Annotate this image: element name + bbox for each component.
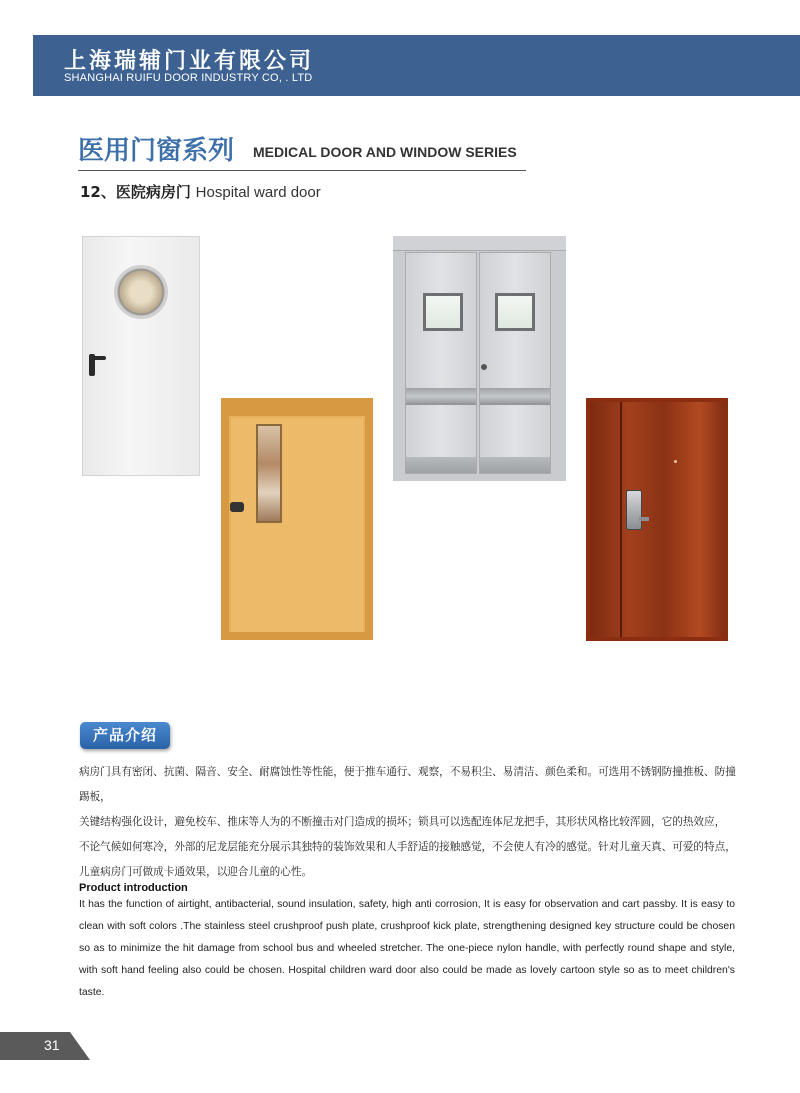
- door-handle: [89, 354, 95, 376]
- company-name-cn: 上海瑞辅门业有限公司: [64, 49, 315, 74]
- door-frame-right: [365, 398, 373, 640]
- product-name-cn: 医院病房门: [115, 183, 191, 201]
- yellow-ward-door-image: [221, 398, 373, 640]
- wood-ward-door-image: [586, 398, 728, 641]
- door-leaf-right: [479, 252, 551, 474]
- product-number: 12、: [80, 183, 116, 201]
- door-frame: [393, 236, 566, 251]
- title-divider: [78, 170, 526, 171]
- door-viewer: [674, 460, 677, 463]
- page-number: 31: [44, 1037, 60, 1053]
- electronic-lock: [626, 490, 642, 530]
- intro-line-cn: 儿童病房门可做成卡通效果，以迎合儿童的心性。: [79, 866, 313, 878]
- square-window: [423, 293, 463, 331]
- intro-text-en: It has the function of airtight, antibacterial, sound insulation, safety, high anti corrosion, It is easy for observation and cart passby. It is easy to clean with soft colors .The stainless steel crushproof push plate, crushproof kick plate, strengthening designed key structure could be chosen so as to minimize the hit damage from school bus and wheeled stretcher. The one-piece nylon handle, with perfectly round shape and style, with soft hand feeling also could be chosen. Hospital children ward door also could be made as lovely cartoon style so as to meet children's taste.: [79, 899, 735, 998]
- company-name-en: SHANGHAI RUIFU DOOR INDUSTRY CO, . LTD: [64, 72, 313, 84]
- round-window: [116, 267, 166, 317]
- intro-text-cn: [79, 760, 739, 885]
- intro-line-cn: 病房门具有密闭、抗菌、隔音、安全、耐腐蚀性等性能，便于推车通行、观察，不易积尘、易清洁、颜色柔和。可选用不锈钢防撞推板、防撞踢板，: [79, 766, 736, 803]
- product-intro-tag: 产品介绍: [80, 722, 170, 749]
- door-frame-left: [221, 398, 229, 640]
- series-title-en: MEDICAL DOOR AND WINDOW SERIES: [253, 144, 517, 160]
- product-name-en: Hospital ward door: [195, 184, 321, 201]
- door-leaf-left: [405, 252, 477, 474]
- door-frame: [221, 398, 373, 416]
- kick-plate: [406, 457, 476, 473]
- series-title-cn: 医用门窗系列: [78, 136, 235, 166]
- square-window: [495, 293, 535, 331]
- door-handle: [481, 364, 487, 370]
- grey-double-ward-door-image: [393, 236, 566, 481]
- door-threshold: [221, 632, 373, 640]
- door-leaf: [231, 418, 363, 632]
- product-subtitle: [80, 181, 321, 202]
- door-handle: [230, 502, 244, 512]
- crushproof-plate: [480, 388, 550, 405]
- narrow-window: [256, 424, 282, 523]
- crushproof-plate: [406, 388, 476, 405]
- white-ward-door-image: [82, 236, 200, 476]
- kick-plate: [480, 457, 550, 473]
- intro-line-cn: 不论气候如何寒冷，外部的尼龙层能充分展示其独特的装饰效果和人手舒适的接触感觉，不会使人有冷的感觉。针对儿童天真、可爱的特点，: [79, 841, 736, 853]
- intro-title-en: Product introduction: [79, 882, 188, 894]
- intro-line-cn: 关键结构强化设计，避免校车、推床等人为的不断撞击对门造成的损坏；锁具可以选配连体尼龙把手，其形状风格比较浑圆，它的热效应，: [79, 816, 726, 828]
- door-frame: [586, 398, 728, 641]
